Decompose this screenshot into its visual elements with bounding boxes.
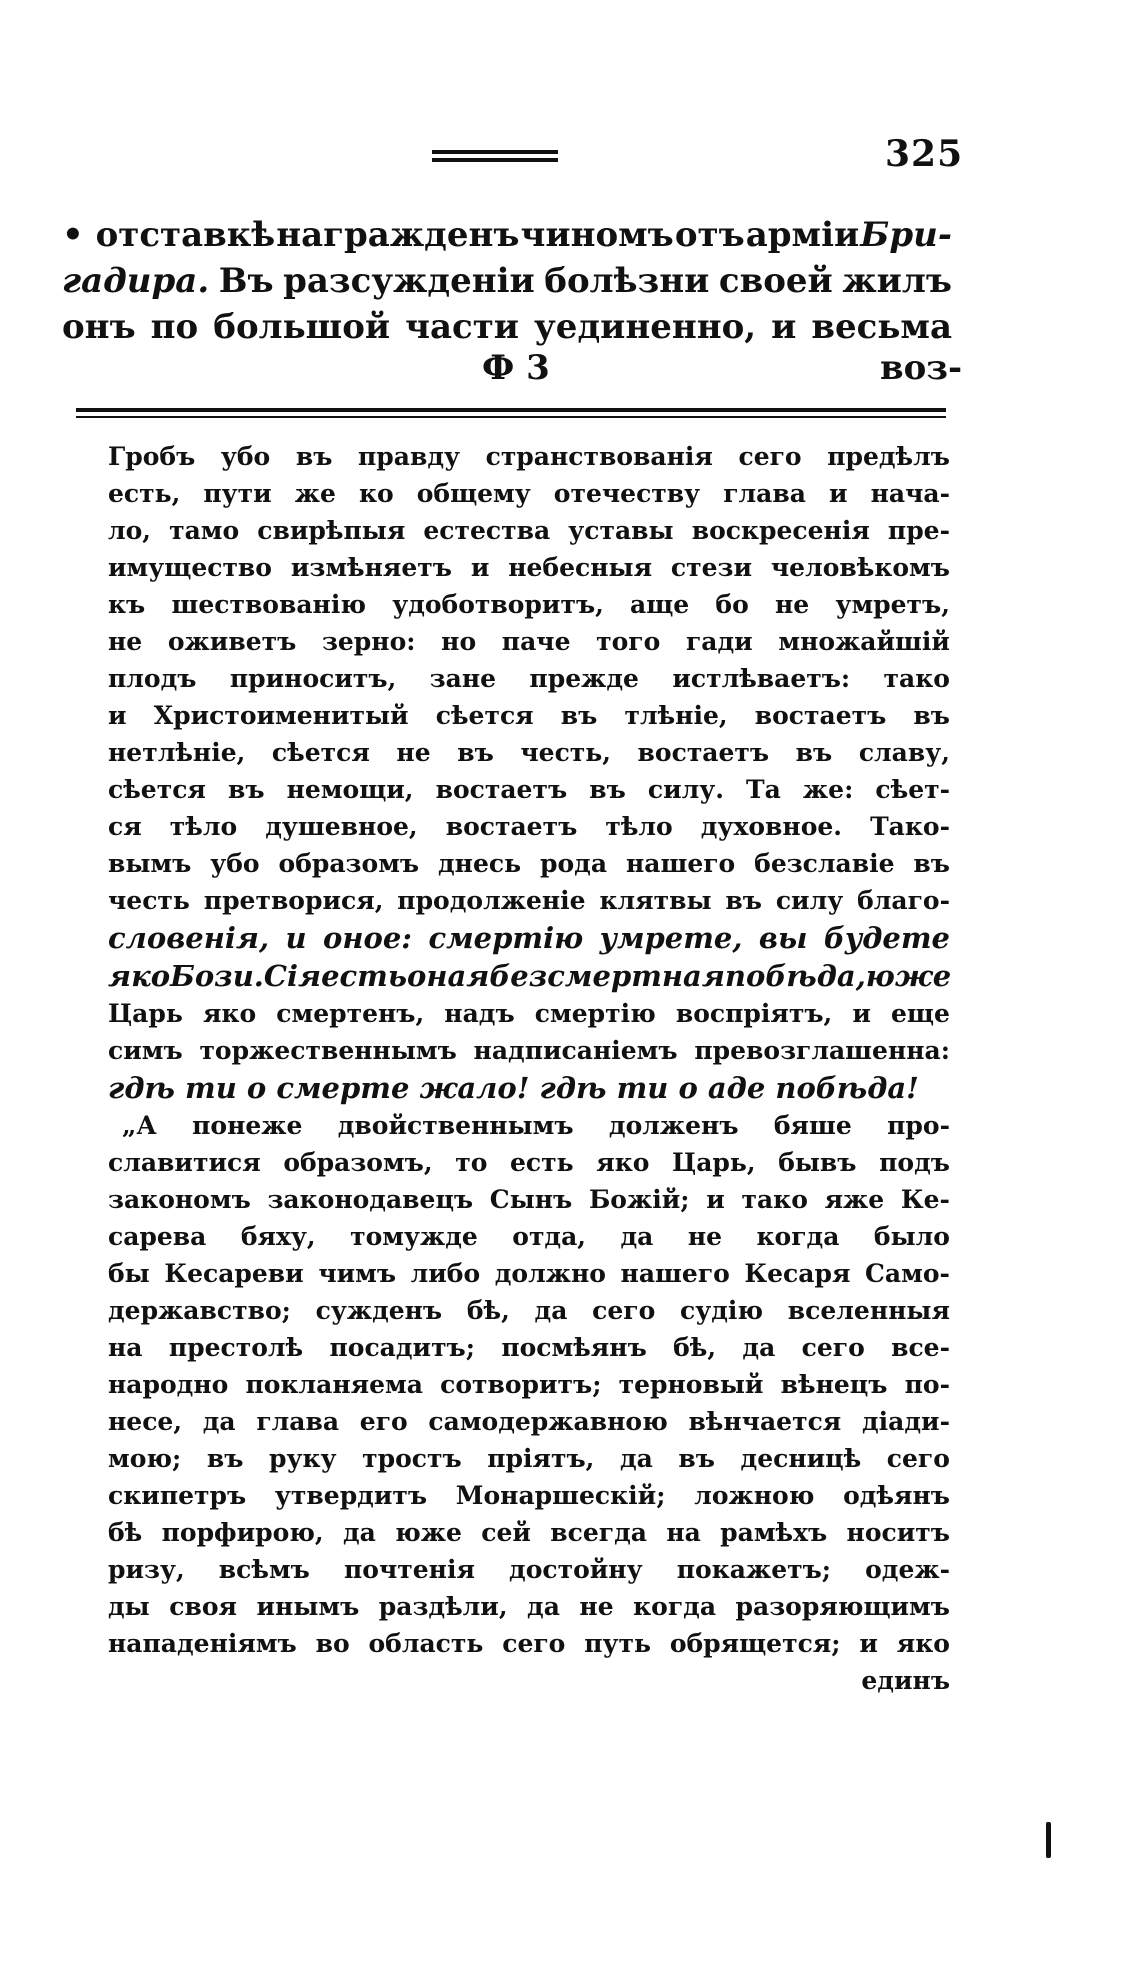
footnote-line: державство; сужденъ бѣ, да сего судію вселенныя: [108, 1296, 950, 1325]
word: награжденъ: [276, 215, 520, 255]
word: части: [405, 307, 520, 347]
footnote-rule-thin: [76, 416, 946, 418]
footnote-line: скипетръ утвердитъ Монаршескій; ложною одѣянъ: [108, 1481, 950, 1510]
word: гадира.: [62, 261, 210, 301]
word: жилъ: [842, 261, 952, 301]
footnote-line: несе, да глава его самодержавною вѣнчается діади-: [108, 1407, 950, 1436]
footnote-line: словенія, и оное: смертію умрете, вы будете: [108, 921, 950, 955]
catchword: воз-: [880, 348, 963, 388]
footnote-line: ды своя инымъ раздѣли, да не когда разоряющимъ: [108, 1592, 950, 1621]
signature-mark: Ф 3: [482, 348, 550, 388]
footnote-line: Царь яко смертенъ, надъ смертію воспріятъ, и еще: [108, 999, 950, 1028]
word: по: [150, 307, 199, 347]
main-line: [62, 258, 952, 304]
word: своей: [718, 261, 833, 301]
footnote-line: мою; въ руку тростъ пріятъ, да въ десницѣ сего: [108, 1444, 950, 1473]
footnote-line: не оживетъ зерно: но паче того гади множайшій: [108, 627, 950, 656]
signature-line: [0, 348, 1140, 394]
page-number: 325: [885, 133, 964, 175]
footnote-line: плодъ приноситъ, зане прежде истлѣваетъ: тако: [108, 664, 950, 693]
word: Бри-: [860, 215, 952, 255]
footnote-line: сарева бяху, томужде отда, да не когда было: [108, 1222, 950, 1251]
footnote-line: ся тѣло душевное, востаетъ тѣло духовное. Тако-: [108, 812, 950, 841]
footnote-line: бѣ порфирою, да юже сей всегда на рамѣхъ носитъ: [108, 1518, 950, 1547]
footnote-line: нетлѣніе, сѣется не въ честь, востаетъ въ славу,: [108, 738, 950, 767]
word: большой: [213, 307, 391, 347]
footnote-line: яко Бози. Сія есть оная безсмертная побѣда, юже: [108, 959, 952, 993]
word: отъ: [674, 215, 745, 255]
footnote-line: къ шествованію удоботворитъ, аще бо не умретъ,: [108, 590, 950, 619]
footnote-line: честь претворися, продолженіе клятвы въ силу благо-: [108, 886, 950, 915]
main-line: [62, 212, 952, 258]
footnote-line: „А понеже двойственнымъ долженъ бяше про-: [122, 1111, 950, 1140]
footnote-line: симъ торжественнымъ надписаніемъ превозглашенна:: [108, 1036, 950, 1065]
footnote-line: есть, пути же ко общему отечеству глава и нача-: [108, 479, 950, 508]
footnote-line: сѣется въ немощи, востаетъ въ силу. Та же: сѣет-: [108, 775, 950, 804]
footnote-line: и Христоименитый сѣется въ тлѣніе, востаетъ въ: [108, 701, 950, 730]
word: Въ: [218, 261, 274, 301]
word: арміи: [745, 215, 860, 255]
word: уединенно,: [534, 307, 757, 347]
word: разсужденіи: [283, 261, 535, 301]
footnote-text: [108, 438, 950, 1699]
footnote-line: гдѣ ти о смерте жало! гдѣ ти о аде побѣда!: [108, 1071, 919, 1105]
footnote-line: народно покланяема сотворитъ; терновый вѣнецъ по-: [108, 1370, 950, 1399]
word: онъ: [62, 307, 136, 347]
main-line: [62, 304, 952, 350]
footnote-line: ло, тамо свирѣпыя естества уставы воскресенія пре-: [108, 516, 950, 545]
footnote-rule: [76, 408, 946, 412]
word: и: [771, 307, 797, 347]
footnote-line: единъ: [861, 1666, 950, 1695]
word: чиномъ: [520, 215, 674, 255]
footnote-line: бы Кесареви чимъ либо должно нашего Кесаря Само-: [108, 1259, 950, 1288]
word: болѣзни: [544, 261, 710, 301]
footnote-line: вымъ убо образомъ днесь рода нашего безславіе въ: [108, 849, 950, 878]
footnote-line: нападеніямъ во область сего путь обрящется; и яко: [108, 1629, 950, 1658]
footnote-line: закономъ законодавецъ Сынъ Божій; и тако яже Ке-: [108, 1185, 950, 1214]
header-rule: [432, 150, 558, 166]
word: • отставкѣ: [62, 215, 276, 255]
footnote-line: Гробъ убо въ правду странствованія сего предѣлъ: [108, 442, 950, 471]
page-edge-mark: [1046, 1822, 1051, 1858]
footnote-line: имущество измѣняетъ и небесныя стези человѣкомъ: [108, 553, 950, 582]
footnote-line: ризу, всѣмъ почтенія достойну покажетъ; одеж-: [108, 1555, 950, 1584]
footnote-line: на престолѣ посадитъ; посмѣянъ бѣ, да сего все-: [108, 1333, 950, 1362]
main-text: [62, 212, 952, 350]
word: весьма: [811, 307, 952, 347]
footnote-line: славитися образомъ, то есть яко Царь, бывъ подъ: [108, 1148, 950, 1177]
